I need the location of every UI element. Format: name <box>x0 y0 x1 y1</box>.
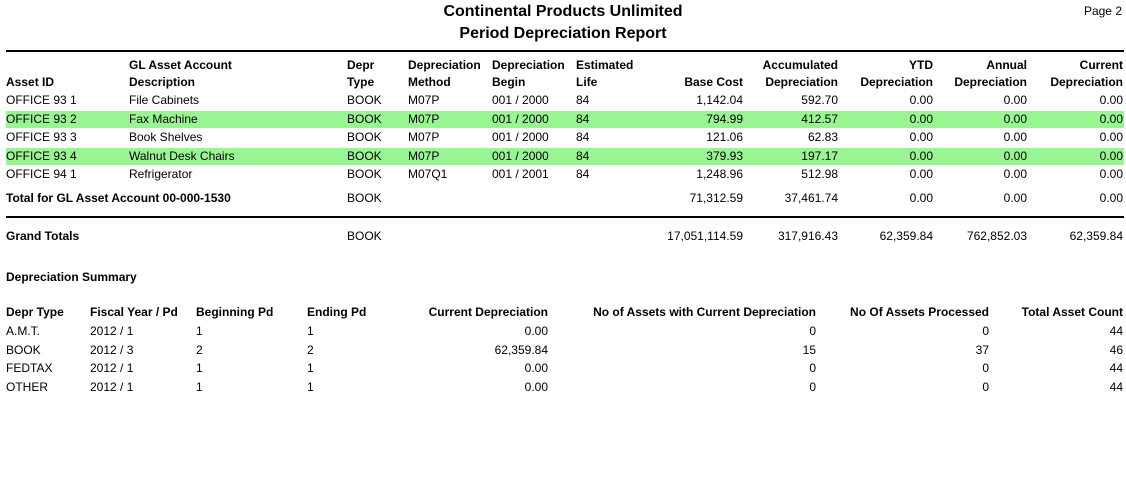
total-ytd: 0.00 <box>909 191 933 205</box>
cell-asset_id: OFFICE 93 1 <box>6 93 77 107</box>
cell-life: 84 <box>576 111 590 126</box>
summary-cell: OTHER <box>6 379 48 394</box>
grand-current: 62,359.84 <box>1069 229 1123 243</box>
cell-ytd: 0.00 <box>909 93 933 107</box>
summary-cell: 44 <box>1109 361 1123 375</box>
summary-cell: 0 <box>809 379 816 394</box>
summary-cell: 1 <box>307 324 314 338</box>
cell-asset_id: OFFICE 94 1 <box>6 167 77 181</box>
cell-asset_id: OFFICE 93 2 <box>6 111 77 126</box>
column-header-asset_id: Asset ID <box>6 75 55 89</box>
summary-cell: 44 <box>1109 324 1123 338</box>
summary-cell: 1 <box>307 361 314 375</box>
cell-begin: 001 / 2000 <box>492 130 549 144</box>
summary-cell: 2 <box>196 342 203 357</box>
column-header-annual: Annual <box>986 58 1027 72</box>
column-header-accum: Accumulated <box>762 58 838 72</box>
summary-header: No Of Assets Processed <box>850 305 989 319</box>
cell-type: BOOK <box>347 167 382 181</box>
header-rule <box>6 50 1124 52</box>
cell-ytd: 0.00 <box>909 111 933 126</box>
cell-ytd: 0.00 <box>909 148 933 163</box>
cell-current: 0.00 <box>1099 93 1123 107</box>
summary-cell: 46 <box>1109 342 1123 357</box>
cell-begin: 001 / 2001 <box>492 167 549 181</box>
cell-base_cost: 379.93 <box>706 148 743 163</box>
summary-cell: 1 <box>196 324 203 338</box>
cell-method: M07P <box>408 111 440 126</box>
column-header-method: Depreciation <box>408 58 481 72</box>
column-header-depr_type: Depr <box>347 58 375 72</box>
summary-header: Depr Type <box>6 305 64 319</box>
cell-current: 0.00 <box>1099 148 1123 163</box>
cell-begin: 001 / 2000 <box>492 148 549 163</box>
summary-header: Total Asset Count <box>1021 305 1123 319</box>
cell-annual: 0.00 <box>1003 148 1027 163</box>
cell-type: BOOK <box>347 93 382 107</box>
column-header-ytd: YTD <box>909 58 933 72</box>
cell-accum: 412.57 <box>801 111 838 126</box>
cell-accum: 197.17 <box>801 148 838 163</box>
cell-method: M07Q1 <box>408 167 448 181</box>
column-header-begin: Depreciation <box>492 58 565 72</box>
cell-asset_id: OFFICE 93 4 <box>6 148 77 163</box>
cell-begin: 001 / 2000 <box>492 111 549 126</box>
report-title: Period Depreciation Report <box>459 25 667 42</box>
total-base_cost: 71,312.59 <box>689 191 743 205</box>
grand-accum: 317,916.43 <box>777 229 838 243</box>
cell-current: 0.00 <box>1099 167 1123 181</box>
cell-method: M07P <box>408 93 440 107</box>
summary-header: Fiscal Year / Pd <box>90 305 178 319</box>
summary-cell: 1 <box>196 361 203 375</box>
summary-cell: 0 <box>809 361 816 375</box>
total-accum: 37,461.74 <box>784 191 838 205</box>
summary-cell: 2012 / 3 <box>90 342 134 357</box>
grand-ytd: 62,359.84 <box>879 229 933 243</box>
grand-label: Grand Totals <box>6 229 80 243</box>
cell-ytd: 0.00 <box>909 130 933 144</box>
grand-annual: 762,852.03 <box>966 229 1027 243</box>
cell-annual: 0.00 <box>1003 93 1027 107</box>
cell-current: 0.00 <box>1099 130 1123 144</box>
cell-annual: 0.00 <box>1003 167 1027 181</box>
column-header-ytd: Depreciation <box>860 75 933 89</box>
summary-cell: FEDTAX <box>6 361 53 375</box>
grand-base_cost: 17,051,114.59 <box>667 229 743 243</box>
cell-desc: File Cabinets <box>129 93 200 107</box>
column-header-begin: Begin <box>492 75 526 89</box>
summary-cell: 1 <box>196 379 203 394</box>
total-label: Total for GL Asset Account 00-000-1530 <box>6 191 231 205</box>
total-current: 0.00 <box>1099 191 1123 205</box>
column-header-depr_type: Type <box>347 75 375 89</box>
cell-accum: 592.70 <box>801 93 838 107</box>
summary-cell: 2012 / 1 <box>90 324 134 338</box>
cell-type: BOOK <box>347 148 382 163</box>
summary-cell: 2012 / 1 <box>90 361 134 375</box>
summary-header: Ending Pd <box>307 305 367 319</box>
totals-rule <box>6 216 1124 218</box>
cell-desc: Fax Machine <box>129 111 198 126</box>
column-header-annual: Depreciation <box>954 75 1027 89</box>
summary-cell: 0.00 <box>524 324 548 338</box>
column-header-accum: Depreciation <box>765 75 838 89</box>
column-header-gl_desc: GL Asset Account <box>129 58 232 72</box>
cell-method: M07P <box>408 130 440 144</box>
cell-begin: 001 / 2000 <box>492 93 549 107</box>
summary-cell: 37 <box>975 342 989 357</box>
cell-accum: 62.83 <box>807 130 838 144</box>
cell-base_cost: 1,142.04 <box>696 93 743 107</box>
summary-cell: 1 <box>307 379 314 394</box>
column-header-life: Life <box>576 75 598 89</box>
cell-annual: 0.00 <box>1003 111 1027 126</box>
summary-header: Beginning Pd <box>196 305 274 319</box>
cell-annual: 0.00 <box>1003 130 1027 144</box>
company-name: Continental Products Unlimited <box>443 3 683 20</box>
cell-life: 84 <box>576 93 590 107</box>
column-header-method: Method <box>408 75 451 89</box>
cell-type: BOOK <box>347 111 382 126</box>
cell-life: 84 <box>576 130 590 144</box>
column-header-gl_desc: Description <box>129 75 196 89</box>
summary-cell: 0 <box>982 324 989 338</box>
summary-cell: BOOK <box>6 342 41 357</box>
summary-header: Current Depreciation <box>428 305 548 319</box>
cell-desc: Book Shelves <box>129 130 203 144</box>
total-type: BOOK <box>347 191 382 205</box>
cell-asset_id: OFFICE 93 3 <box>6 130 77 144</box>
summary-cell: 44 <box>1109 379 1123 394</box>
cell-type: BOOK <box>347 130 382 144</box>
total-annual: 0.00 <box>1003 191 1027 205</box>
summary-cell: 0 <box>809 324 816 338</box>
summary-cell: 0.00 <box>524 379 548 394</box>
cell-accum: 512.98 <box>801 167 838 181</box>
summary-cell: 2012 / 1 <box>90 379 134 394</box>
page-number: Page 2 <box>1083 4 1122 18</box>
cell-base_cost: 121.06 <box>706 130 743 144</box>
cell-life: 84 <box>576 148 590 163</box>
summary-header: No of Assets with Current Depreciation <box>593 305 816 319</box>
cell-method: M07P <box>408 148 440 163</box>
column-header-base_cost: Base Cost <box>684 75 743 89</box>
summary-cell: 0 <box>982 361 989 375</box>
column-header-current: Current <box>1079 58 1123 72</box>
summary-cell: 62,359.84 <box>494 342 548 357</box>
cell-base_cost: 1,248.96 <box>696 167 743 181</box>
cell-desc: Walnut Desk Chairs <box>129 148 235 163</box>
column-header-current: Depreciation <box>1050 75 1123 89</box>
cell-base_cost: 794.99 <box>706 111 743 126</box>
summary-cell: 0.00 <box>524 361 548 375</box>
summary-title: Depreciation Summary <box>6 270 137 284</box>
summary-cell: A.M.T. <box>6 324 41 338</box>
summary-cell: 0 <box>982 379 989 394</box>
cell-ytd: 0.00 <box>909 167 933 181</box>
summary-cell: 15 <box>802 342 816 357</box>
cell-desc: Refrigerator <box>129 167 193 181</box>
column-header-life: Estimated <box>576 58 634 72</box>
cell-current: 0.00 <box>1099 111 1123 126</box>
cell-life: 84 <box>576 167 590 181</box>
grand-type: BOOK <box>347 229 382 243</box>
summary-cell: 2 <box>307 342 314 357</box>
